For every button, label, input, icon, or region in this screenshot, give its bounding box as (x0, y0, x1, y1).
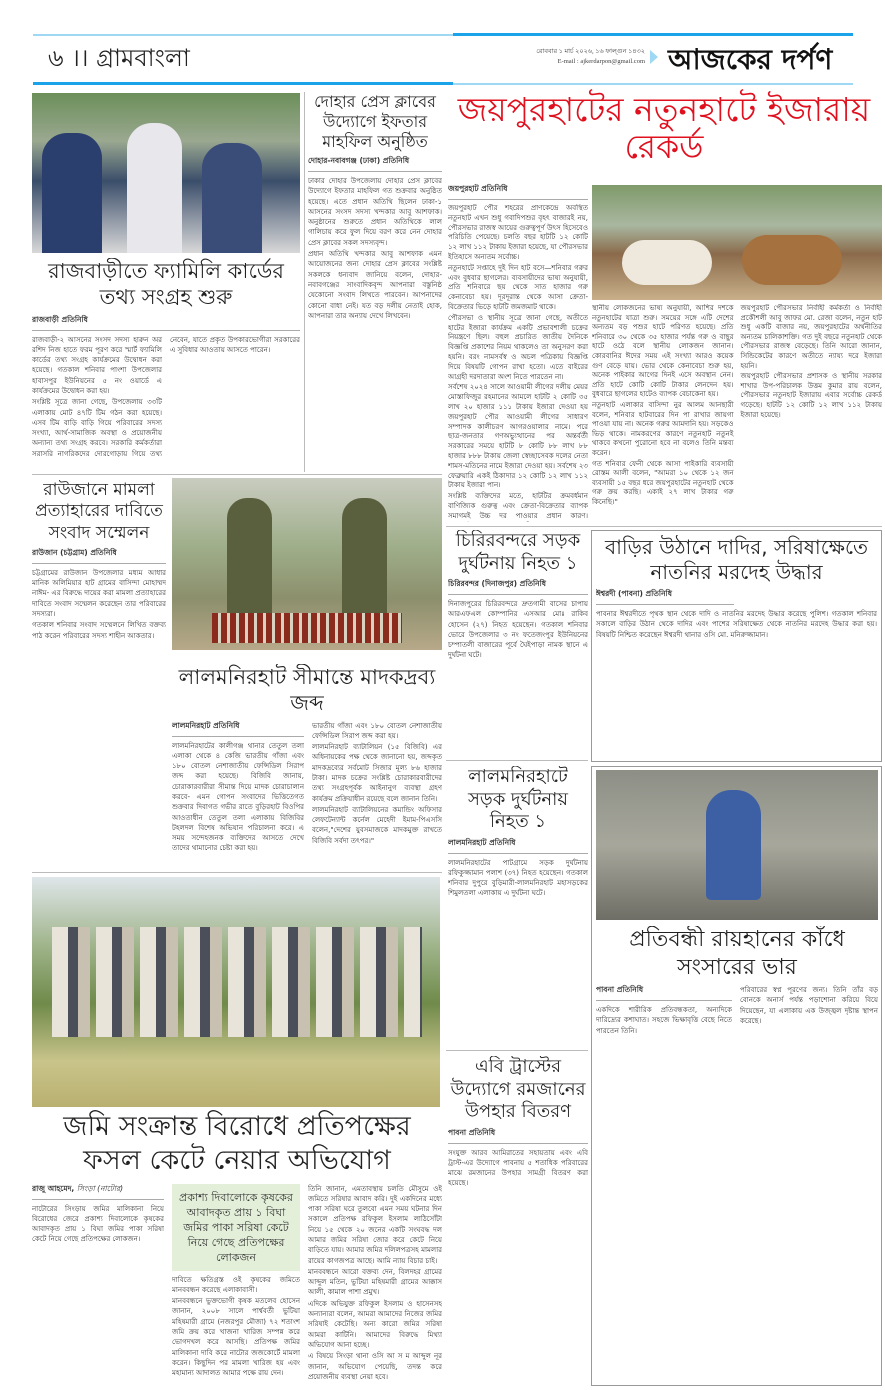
paragraph: গতকাল শনিবার সংবাদ সম্মেলনে লিখিত বক্তব্য পাঠ করেন পরিবারের সদস্য শাহীন আকতার। (32, 621, 166, 640)
paragraph: ঢাকার দোহার উপজেলায় দোহার প্রেস ক্লাবের উদ্যোগে ইফতার মাহফিল গত শুক্রবার অনুষ্ঠিত হয়েছে। এতে প্রধান অতিথি ছিলেন ঢাকা-১ আসনের সংসদ সদস্য খন্দকার আবু আশফাক। অনুষ্ঠানের শুরুতে প্রধান অতিথিকে লাল গালিচায় করে ফুল দিয়ে বরণ করে নেন দোহার প্রেস ক্লাবের সকল সদস্যবৃন্দ। (308, 177, 442, 247)
header-meta (500, 47, 645, 67)
joypurhat-body-col1 (448, 204, 588, 522)
dohar-byline: দোহার-নবাবগঞ্জ (ঢাকা) প্রতিনিধি (308, 156, 442, 172)
header-bottom-rule (33, 82, 453, 85)
joypurhat-headline: জয়পুরহাটের নতুনহাটে ইজারায় রেকর্ড (457, 90, 871, 166)
lalmonirhat-road-body (448, 858, 588, 1047)
lalmonirhat-drugs-byline: লালমনিরহাট প্রতিনিধি (172, 721, 304, 737)
page-number: ৬ (48, 44, 64, 72)
land-protest-photo (32, 877, 440, 1107)
dohar-headline: দোহার প্রেস ক্লাবের উদ্যোগে ইফতার মাহফিল অনুষ্ঠিত (314, 92, 436, 151)
paragraph: জয়পুরহাট পৌরসভার নির্বাহী কর্মকর্তা ও নির্বাহী প্রকৌশলী আবু জাফর মো. রেজা বলেন, নতুন হাট শুধু একটি বাজার নয়, জয়পুরহাটের অর্থনীতির অন্যতম চালিকাশক্তি। গত দুই বছরে নতুনহাট থেকে পৌরসভার রাজস্ব বেড়েছে। তিনি আরো জানান, সিন্ডিকেটের কারণে অতীতে ন্যায্য দরে ইজারা হয়নি। (740, 304, 882, 370)
lalmonirhat-road-article (448, 766, 588, 1046)
paragraph: এদিকে অভিযুক্ত রফিকুল ইসলাম ও হাসেনসহ অন্যান্যরা বলেন, আমরা আমাদের নিজের জমির সরিষাই কেটেছি। অন্য কারো জমির সরিষা আমরা কাটিনি। আমাদের বিরুদ্ধে মিথ্যা অভিযোগ আনা হচ্ছে। (308, 1299, 442, 1349)
contact-email[interactable]: E-mail : ajkerdarpon@gmail.com (557, 58, 645, 65)
paragraph: পাবনার ঈশ্বরদীতে পৃথক স্থান থেকে দাদি ও নাতনির মরদেহ উদ্ধার করেছে পুলিশ। গতকাল শনিবার সকালে বাড়ির উঠান থেকে দাদির এবং পাশের সরিষাক্ষেত থেকে নাতনির মরদেহ উদ্ধার করা হয়। বিষয়টি নিশ্চিত করেছেন ঈশ্বরদী থানার ওসি মো. মনিরুজ্জামান। (596, 610, 877, 639)
disabled-body-col1 (596, 1005, 732, 1382)
border-seizure-photo (172, 478, 442, 650)
raozan-headline: রাউজানে মামলা প্রত্যাহারের দাবিতে সংবাদ সম্মেলন (35, 480, 163, 543)
paragraph: নাটোরের সিংড়ায় জমির মালিকানা নিয়ে বিরোধের জেরে প্রকাশ্য দিবালোকে কৃষকের আবাদকৃত প্রায় ১ বিঘা জমির পাকা সরিষা কেটে নিয়ে গেছে প্রতিপক্ষের লোকজন। (32, 1204, 164, 1244)
header-bottom-rule-light (453, 83, 853, 85)
land-col1 (32, 1184, 164, 1387)
folio-separator: ।। (71, 44, 89, 72)
paragraph: লালমনিরহাটের কালীগঞ্জ থানার তেতুল তলা এলাকা থেকে ৪ কেজি ভারতীয় গাঁজা এবং ১৮০ বোতল নেশাজাতীয় ফেন্সিডিল সিরাপ জব্দ করা হয়েছে। বিজিবি জানায়, চোরাকারবারীরা সীমান্ত দিয়ে মাদক চোরাচালান করবে- এমন গোপন সংবাদের ভিত্তিতেগত শুক্রবার দিবাগত গভীর রাতে বুড়িরহাট বিওপির আওতাধীন তেতুল তলা এলাকায় বিজিবির টহলদল বিশেষ অভিযান পরিচালনা করে। এ সময় সন্দেহজনক ব্যক্তিদের আসতে দেখে তাদের থামানোর চেষ্টা করা হয়। (172, 741, 304, 853)
paragraph: মানববন্ধনে আরো বক্তব্য দেন, বিলদহর গ্রামের আব্দুল মতিন, ভুটিয়া মহিষমারী গ্রামের আক্কাস আলী, কামাল পাশা প্রমুখ। (308, 1267, 442, 1297)
land-article (32, 1110, 442, 1386)
land-body-col1 (32, 1204, 164, 1387)
masthead-logo: আজকের দর্পণ (668, 43, 833, 76)
divider (446, 526, 882, 527)
paragraph: তিনি জানান, এমতাবস্থায় চলতি মৌসুমে ওই জমিতে সরিষার আবাদ করি। দুই একদিনের মধ্যে পাকা সরিষা ঘরে তুলবো এমন সময় ঘটনার দিন সকালে প্রতিপক্ষ রফিকুল ইসলাম লাঠিসোঁটা নিয়ে ১৫ থেকে ২০ জনের একটি সংঘবদ্ধ দল আমার জমির সরিষা জোর করে কেটে নিয়ে বাড়িতে যায়। আমার জমির দলিলপত্রসহ মামলার রায়ের কাগজপত্র আছে। আমি ন্যায় বিচার চাই। (308, 1184, 442, 1265)
reporter-name: রাজু আহমেদ, (32, 1183, 75, 1193)
lalmonirhat-drugs-headline: লালমনিরহাট সীমান্তে মাদকদ্রব্য জব্দ (178, 665, 436, 716)
paragraph: জয়পুরহাট পৌরসভার প্রশাসক ও স্থানীয় সরকার শাখার উপ-পরিচালক উত্তম কুমার রায় বলেন, পৌরসভার নতুনহাট ইজারায় এবার সর্বোচ্চ রেকর্ড গড়েছে। হাটটি ১২ কোটি ১২ লাখ ১১২ টাকায় ইজারা হয়েছে। (740, 372, 882, 419)
disabled-body-col2 (740, 981, 878, 1382)
rayhan-photo (596, 770, 878, 920)
paragraph: সংশ্লিষ্ট ব্যক্তিদের মতে, হাটটির ক্রমবর্ধমান বাণিজ্যিক গুরুত্ব এবং ক্রেতা-বিক্রেতার ব্যাপক সমাগমই উচ্চ দর পাওয়ার প্রধান কারণ। (448, 492, 588, 520)
paragraph: মানববন্ধনে ভুক্তভোগী কৃষক মতলেব হোসেন জানান, ২০০৮ সালে পার্শ্ববর্তী ভুটিয়া মহিষমারী গ্রামে (নজরপুর মৌজা) ৭২ শতাংশ জমি ক্রয় করে খাজনা খারিজ সম্পন্ন করে ভোগদখল করে আসছি। প্রতিপক্ষ জমির মালিকানা দাবি করে নাটোর জজকোর্টে মামলা করেন। কিছুদিন পর মামলা খারিজ হয় এবং মহামান্য আদালত আমার পক্ষে রায় দেন। (172, 1297, 300, 1378)
rajbari-photo (32, 93, 300, 253)
paragraph: এ বিষয়ে সিংড়া থানা ওসি আ স ম আব্দুল নূর জানান, অভিযোগ পেয়েছি, তদন্ত করে প্রয়োজনীয় ব্যবস্থা নেয়া হবে। (308, 1352, 442, 1381)
lalmonirhat-drugs-body-col2 (312, 721, 442, 871)
paragraph: সংযুক্ত আরব আমিরাতের সহায়তায় এবং এবি ট্রাস্ট-এর উদ্যোগে পাবনায় ৫ শতাধিক পরিবারের মাঝে রমজানের উপহার সামগ্রী বিতরণ করা হয়েছে। (448, 1148, 588, 1188)
paragraph: সংশ্লিষ্ট সূত্রে জানা গেছে, উপজেলায় ৩৩টি এলাকায় মোট ৪৭টি টিম গঠন করা হয়েছে। এসব টিম বাড়ি বাড়ি গিয়ে পরিবারের সদস্য সংখ্যা, আর্থ-সামাজিক অবস্থা ও প্রয়োজনীয় অন্যান্য তথ্য সংগ্রহ করবে। সরকারি কর্মকর্তারা সরাসরি নাগরিকদের দোরগোড়ায় গিয়ে তথ্য নেবেন, যাতে প্রকৃত উপকারভোগীরা সরকারের এ সুবিধার আওতায় আসতে পারেন। (32, 335, 300, 458)
cattle-market-photo (592, 185, 882, 300)
paragraph: সর্বশেষ ২০২৪ সালে আওয়ামী লীগের দলীয় মেয়র মোস্তাফিজুর রহমানের আমলে হাটটি ২ কোটি ৩৫ লাখ ২০ হাজার ১১১ টাকায় ইজারা দেওয়া হয় জয়পুরহাট পৌর আওয়ামী লীগের সাধারণ সম্পাদক কালীচরণ আগরওয়ালার নামে। পরে ছাত্র-জনতার গণঅভ্যুত্থানের পর অন্তর্বর্তী সরকারের সময়ে হাটটি ৮ কোটি ৮৮ লাখ ৮৮ হাজার ৮৮৮ টাকায় জেলা স্বেচ্ছাসেবক দলের নেতা শামস-মতিনের নামে ইজারা দেওয়া হয়। সর্বশেষ ২৩ ফেব্রুয়ারি একই ঠিকাদার ১২ কোটি ১২ লাখ ১১২ টাকায় ইজারা পান। (448, 383, 588, 490)
abtrust-body (448, 1148, 588, 1385)
rajbari-headline: রাজবাড়ীতে ফ্যামিলি কার্ডের তথ্য সংগ্রহ শুরু (48, 259, 284, 310)
column-divider (304, 92, 305, 472)
paragraph: রাজবাড়ী-২ আসনের সংসদ সদস্য হারুন অর রশিদ নিজ হাতে ফরম পূরণ করে স্মার্ট ফ্যামিলি কার্ডের তথ্য সংগ্রহ কার্যক্রমের উদ্বোধন করা হয়েছে। গতকাল শনিবার পাংশা উপজেলার হাবাসপুর ইউনিয়নের ৫ নং ওয়ার্ডে এ কার্যক্রমের উদ্বোধন করা হয়। (32, 335, 162, 395)
disabled-headline: প্রতিবন্ধী রায়হানের কাঁধে সংসারের ভার (629, 927, 845, 980)
joypurhat-body-cols (592, 304, 882, 523)
chirirbandar-headline: চিরিরবন্দরে সড়ক দুর্ঘটনায় নিহত ১ (455, 530, 581, 574)
abtrust-article (448, 1056, 588, 1384)
dohar-body (308, 176, 442, 470)
paragraph: স্থানীয় লোকজনের ভাষ্য অনুযায়ী, আশির দশকে নতুনহাটের যাত্রা শুরু। সময়ের সঙ্গে এটি দেশের অন্যতম বড় পশুর হাটে পরিণত হয়েছে। প্রতি শনিবারে ৩০ থেকে ৩৫ হাজার পর্যন্ত গরু ও বাছুর হাটে ওঠে বলে স্থানীয় লোকজন জানান। কোরবানির ঈদের সময় এই সংখ্যা আরও কয়েক গুণ বেড়ে যায়। ভোর থেকে কেনাবেচা শুরু হয়, অনেক পাইকার আগের দিনই এসে অবস্থান নেন। প্রতি হাটে কোটি কোটি টাকার লেনদেন হয়। বুধবারে ছাগলের হাটেও ব্যাপক বেচাকেনা হয়। (592, 304, 734, 399)
divider (446, 1050, 588, 1051)
paragraph: চট্টগ্রামের রাউজান উপজেলার মধ্যম আধার মানিক অলিমিয়ার হাট গ্রামের বাসিন্দা মোহাম্মদ নাঈম- এর বিরুদ্ধে দায়ের করা মামলা প্রত্যাহারের দাবিতে সংবাদ সম্মেলন করেছেন তার পরিবারের সদস্যরা। (32, 568, 166, 618)
chirirbandar-body (448, 599, 588, 756)
paragraph: প্রধান অতিথি খন্দকার আবু আশফাক এমন আয়োজনের জন্য দোহার প্রেস ক্লাবের সংশ্লিষ্ট সকলকে ধন্যবাদ জানিয়ে বলেন, দোহার-নবাবগঞ্জের সাংবাদিকবৃন্দ আপনারা বস্তুনিষ্ঠ যেকোনো সংবাদ লিখতে পারবেন। আপনাদের কোনো বাধা নেই। যত বড় দলীয় নেতাই হোক, আপনারা তার অন্যায় দেখে লিখবেন। (308, 250, 442, 320)
land-byline (32, 1184, 164, 1200)
chirirbandar-byline: চিরিরবন্দর (দিনাজপুর) প্রতিনিধি (448, 579, 588, 595)
divider (32, 474, 442, 475)
chirirbandar-article (448, 530, 588, 756)
paragraph: লালমনিরহাট ব্যাটালিয়ন (১৫ বিজিবি) এর অধিনায়কের পক্ষ থেকে জানানো হয়, জব্দকৃত মাদকদ্রব্যের সর্বমোট সিজার মূল্য ৮৬ হাজার টাকা। মাদক চক্রের সংশ্লিষ্ট চোরাকারবারীদের তথ্য সংগ্রহপূর্বক আইনানুগ ব্যবস্থা গ্রহণ কার্যক্রম প্রক্রিয়াধীন রয়েছে বলে জানান তিনি। (312, 743, 442, 803)
pull-quote-box: প্রকাশ্য দিবালোকে কৃষকের আবাদকৃত প্রায় ১ বিঘা জমির পাকা সরিষা কেটে নিয়ে গেছে প্রতিপক্ষের লোকজন (172, 1184, 300, 1271)
paragraph: একদিকে শারীরিক প্রতিবন্ধকতা, অন্যদিকে দারিদ্র্যের কশাঘাত। সহজে ভিক্ষাবৃত্তি বেছে নিতে পারতেন তিনি। (596, 1006, 732, 1035)
header-top-rule-accent (453, 33, 853, 36)
disabled-col1 (596, 981, 732, 1382)
paragraph: লালমনিরহাট ব্যাটালিয়নের কমান্ডিং অফিসার লেফটেন্যান্ট কর্নেল মেহেদী ইমাম-পিএসসি বলেন,"দেশের যুবসমাজকে মাদকমুক্ত রাখতে বিজিবি সর্বদা তৎপর।" (312, 805, 442, 845)
raozan-byline: রাউজান (চট্টগ্রাম) প্রতিনিধি (32, 548, 166, 564)
disabled-columns (596, 981, 878, 1382)
land-columns (32, 1184, 442, 1387)
dohar-article (308, 92, 442, 470)
paragraph: নতুনহাট এলাকার বাসিন্দা নুর আলম আনছারী বলেন, শনিবার হাটবারের দিন পা রাখার জায়গা পাওয়া যায় না। অনেক গরুর আমদানি হয়। সড়কেও ভিড় থাকে। নামকরণের কারণে নতুনহাট নতুনই থাকবে কখনো পুরোনো হবে না বলেও তিনি মন্তব্য করেন। (592, 400, 734, 457)
paragraph: পৌরসভা ও স্থানীয় সূত্রে জানা গেছে, অতীতে হাটের ইজারা কার্যক্রম একটি প্রভাবশালী চক্রের নিয়ন্ত্রণে ছিল। বহুল প্রচারিত জাতীয় দৈনিকে বিজ্ঞপ্তি প্রকাশের নিয়ম থাকলেও তা অনুসরণ করা হয়নি। বরং নামসর্বস্ব ও অচল পত্রিকায় বিজ্ঞপ্তি দিয়ে বিষয়টি গোপন রাখা হতো। এতে বাইরের আগ্রহী দরদাতারা অংশ নিতে পারতেন না। (448, 313, 588, 381)
paragraph: নতুনহাটে সপ্তাহে দুই দিন হাট বসে—শনিবার গরুর এবং বুধবার ছাগলের। ব্যবসায়ীদের ভাষ্য অনুযায়ী, প্রতি শনিবারে ছয় থেকে সাত হাজার গরু কেনাবেচা হয়। দূরদূরান্ত থেকে আসা ক্রেতা-বিক্রেতার ভিড়ে হাটটি জমজমাট থাকে। (448, 263, 588, 311)
rajbari-body (32, 335, 300, 472)
paragraph: দাবিতে ক্ষতিগ্রস্ত ওই কৃষকের জমিতে মানববন্ধন করেছে এলাকাবাসী। (172, 1275, 300, 1294)
paragraph: ভারতীয় গাঁজা এবং ১৮০ বোতল নেশাজাতীয় ফেন্সিডিল সিরাপ জব্দ করা হয়। (312, 721, 442, 740)
paragraph: দিনাজপুরের চিরিরবন্দরে দ্রুতগামী বাসের চাপায় আরএফএল কোম্পানির এসআর মোঃ রাকিব হোসেন (২৭) নিহত হয়েছেন। গতকাল শনিবার ভোরে উপজেলার ৩ নং ফতেজংপুর ইউনিয়নের চম্পাতলী বাজারের পূর্বে ঘৈইপাড়া নামক স্থানে এ দুর্ঘটনা ঘটে। (448, 600, 588, 660)
arrow-icon (650, 50, 658, 64)
rajbari-article (32, 258, 300, 471)
joypurhat-col1 (448, 180, 588, 522)
paragraph: লালমনিরহাটের পাটগ্রামে সড়ক দুর্ঘটনায় রফিকুজ্জামান পলাশ (৩৭) নিহত হয়েছেন। গতকাল শনিবার দুপুরে বুড়িমারী-লালমনিরহাট মহাসড়কের শিমুলতলা এলাকায় এ দুর্ঘটনা ঘটে। (448, 858, 588, 898)
land-headline: জমি সংক্রান্ত বিরোধে প্রতিপক্ষের ফসল কেটে নেয়ার অভিযোগ (63, 1111, 411, 1176)
ishwardi-byline: ঈশ্বরদী (পাবনা) প্রতিনিধি (596, 589, 734, 605)
issue-date: রোববার ১ মার্চ ২০২৬, ১৬ ফাল্গুন ১৪৩২ (536, 48, 645, 55)
abtrust-byline: পাবনা প্রতিনিধি (448, 1128, 588, 1144)
land-body-col2 (172, 1275, 300, 1387)
ishwardi-headline: বাড়ির উঠানে দাদির, সরিষাক্ষেতে নাতনির মরদেহ উদ্ধার (605, 535, 868, 584)
paragraph: পরিবারের স্বপ্ন পূরণের জন্য। তিনি তাঁর বড় বোনকে অনার্স পর্যন্ত পড়াশোনা করিয়ে বিয়ে দিয়েছেন, যা এলাকায় এক উজ্জ্বল দৃষ্টান্ত স্থাপন করেছে। (740, 986, 878, 1025)
disabled-byline: পাবনা প্রতিনিধি (596, 985, 732, 1001)
ishwardi-body (596, 609, 877, 758)
disabled-article (596, 926, 878, 1382)
reporter-place: সিংড়া (নাটোর) (76, 1183, 124, 1193)
abtrust-headline: এবি ট্রাস্টের উদ্যোগে রমজানের উপহার বিতরণ (450, 1056, 586, 1122)
divider (32, 872, 442, 873)
paragraph: জয়পুরহাট পৌর শহরের প্রাণকেন্দ্রে অবস্থিত নতুনহাট এখন শুধু গবাদিপশুর বৃহৎ বাজারই নয়, পৌরসভার রাজস্ব আয়ের গুরুত্বপূর্ণ উৎস হিসেবেও পরিচিতি পেয়েছে। চলতি বছর হাটটি ১২ কোটি ১২ লাখ ১১২ টাকায় ইজারা হয়েছে, যা পৌরসভার ইতিহাসে অন্যতম সর্বোচ্চ। (448, 204, 588, 261)
lalmonirhat-drugs-body-col1 (172, 741, 304, 871)
land-body-col3 (308, 1184, 442, 1387)
land-col2 (172, 1184, 300, 1387)
rajbari-byline: রাজবাড়ী প্রতিনিধি (32, 315, 300, 331)
lalmonirhat-road-headline: লালমনিরহাটে সড়ক দুর্ঘটনায় নিহত ১ (467, 766, 568, 832)
page-folio (48, 40, 190, 80)
raozan-body (32, 568, 166, 870)
joypurhat-byline: জয়পুরহাট প্রতিনিধি (448, 184, 588, 200)
lalmonirhat-drugs-col1 (172, 721, 304, 871)
lalmonirhat-drugs-article (172, 664, 442, 870)
paragraph: গত শনিবার ফেনী থেকে আসা পাইকারি ব্যবসায়ী রোস্তম আলী বলেন, "আমরা ১০ থেকে ১২ জন ব্যবসায়ী ১৫ বছর ধরে জয়পুরহাটের নতুনহাট থেকে গরু ক্রয় করছি। একাই ২৭ লাখ টাকার গরু কিনেছি।" (592, 459, 734, 506)
raozan-article (32, 480, 166, 870)
ishwardi-article (596, 535, 877, 758)
lalmonirhat-road-byline: লালমনিরহাট প্রতিনিধি (448, 838, 588, 854)
divider (446, 760, 588, 761)
header-top-rule (33, 34, 453, 36)
lalmonirhat-drugs-columns (172, 721, 442, 871)
section-title: গ্রামবাংলা (96, 44, 190, 72)
